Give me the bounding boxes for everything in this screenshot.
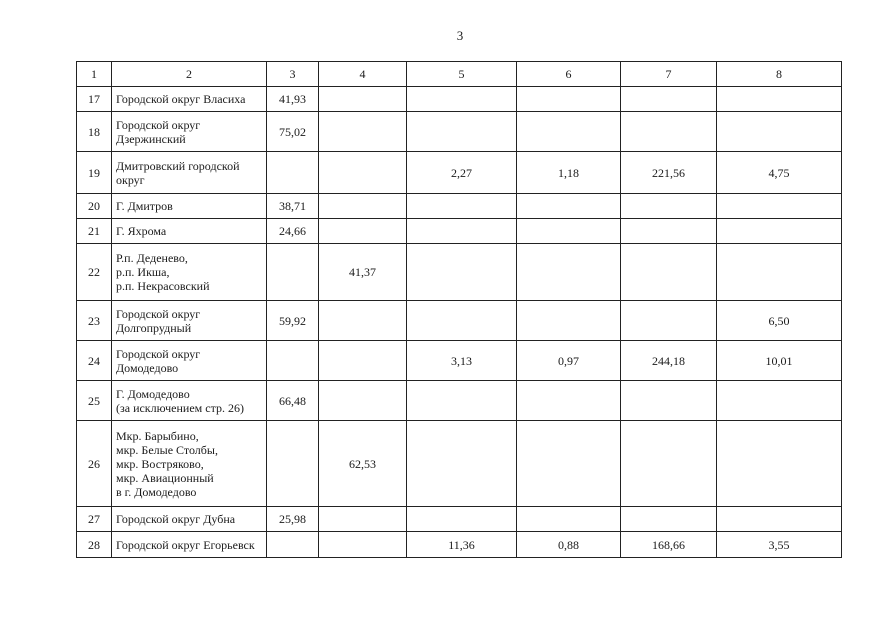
value-cell xyxy=(267,341,319,381)
value-cell xyxy=(319,301,407,341)
value-cell xyxy=(517,112,621,152)
value-cell xyxy=(517,301,621,341)
value-cell xyxy=(517,244,621,301)
row-number-cell: 19 xyxy=(77,152,112,194)
column-header: 7 xyxy=(621,62,717,87)
table-row xyxy=(77,152,842,194)
table-row xyxy=(77,507,842,532)
value-cell xyxy=(319,532,407,558)
table-row xyxy=(77,87,842,112)
table-row xyxy=(77,301,842,341)
row-number-cell: 21 xyxy=(77,219,112,244)
value-cell xyxy=(717,219,842,244)
value-cell xyxy=(407,244,517,301)
value-cell xyxy=(621,381,717,421)
value-cell xyxy=(517,194,621,219)
row-number-cell: 25 xyxy=(77,381,112,421)
value-cell xyxy=(717,87,842,112)
value-cell: 168,66 xyxy=(621,532,717,558)
table-row xyxy=(77,112,842,152)
value-cell xyxy=(517,507,621,532)
value-cell: 11,36 xyxy=(407,532,517,558)
table-row xyxy=(77,381,842,421)
district-name-cell: Г. Яхрома xyxy=(112,219,267,244)
table-row xyxy=(77,421,842,507)
table-row xyxy=(77,532,842,558)
value-cell xyxy=(517,421,621,507)
column-header: 6 xyxy=(517,62,621,87)
value-cell: 0,88 xyxy=(517,532,621,558)
value-cell xyxy=(621,112,717,152)
value-cell xyxy=(717,421,842,507)
value-cell: 41,37 xyxy=(319,244,407,301)
value-cell xyxy=(319,194,407,219)
value-cell xyxy=(717,112,842,152)
row-number-cell: 26 xyxy=(77,421,112,507)
value-cell: 38,71 xyxy=(267,194,319,219)
row-number-cell: 28 xyxy=(77,532,112,558)
table-row xyxy=(77,244,842,301)
value-cell: 1,18 xyxy=(517,152,621,194)
value-cell xyxy=(267,421,319,507)
column-header: 1 xyxy=(77,62,112,87)
value-cell xyxy=(717,381,842,421)
row-number-cell: 23 xyxy=(77,301,112,341)
value-cell xyxy=(717,507,842,532)
value-cell xyxy=(717,194,842,219)
row-number-cell: 18 xyxy=(77,112,112,152)
value-cell: 62,53 xyxy=(319,421,407,507)
value-cell xyxy=(319,219,407,244)
value-cell: 75,02 xyxy=(267,112,319,152)
value-cell xyxy=(407,219,517,244)
district-name-cell: Городской округ Егорьевск xyxy=(112,532,267,558)
table-row xyxy=(77,219,842,244)
value-cell xyxy=(717,244,842,301)
value-cell xyxy=(517,219,621,244)
value-cell: 24,66 xyxy=(267,219,319,244)
row-number-cell: 24 xyxy=(77,341,112,381)
value-cell xyxy=(319,507,407,532)
value-cell: 2,27 xyxy=(407,152,517,194)
district-name-cell: Мкр. Барыбино, мкр. Белые Столбы, мкр. Востряково, мкр. Авиационный в г. Домодедово xyxy=(112,421,267,507)
column-header: 3 xyxy=(267,62,319,87)
district-name-cell: Городской округ Дзержинский xyxy=(112,112,267,152)
row-number-cell: 20 xyxy=(77,194,112,219)
value-cell xyxy=(621,421,717,507)
district-name-cell: Городской округ Власиха xyxy=(112,87,267,112)
value-cell: 6,50 xyxy=(717,301,842,341)
row-number-cell: 17 xyxy=(77,87,112,112)
value-cell: 3,55 xyxy=(717,532,842,558)
table-row xyxy=(77,341,842,381)
value-cell: 59,92 xyxy=(267,301,319,341)
value-cell xyxy=(517,87,621,112)
value-cell xyxy=(407,112,517,152)
value-cell xyxy=(407,87,517,112)
value-cell xyxy=(267,532,319,558)
value-cell xyxy=(621,194,717,219)
value-cell xyxy=(267,152,319,194)
district-name-cell: Городской округ Домодедово xyxy=(112,341,267,381)
value-cell xyxy=(319,381,407,421)
district-name-cell: Городской округ Дубна xyxy=(112,507,267,532)
header-row xyxy=(77,62,842,87)
district-name-cell: Городской округ Долгопрудный xyxy=(112,301,267,341)
value-cell xyxy=(621,244,717,301)
value-cell: 10,01 xyxy=(717,341,842,381)
value-cell xyxy=(319,341,407,381)
column-header: 5 xyxy=(407,62,517,87)
row-number-cell: 27 xyxy=(77,507,112,532)
column-header: 2 xyxy=(112,62,267,87)
value-cell: 41,93 xyxy=(267,87,319,112)
table-row xyxy=(77,194,842,219)
value-cell xyxy=(517,381,621,421)
value-cell xyxy=(407,507,517,532)
column-header: 8 xyxy=(717,62,842,87)
value-cell: 4,75 xyxy=(717,152,842,194)
value-cell: 3,13 xyxy=(407,341,517,381)
value-cell: 244,18 xyxy=(621,341,717,381)
data-table xyxy=(76,61,842,558)
row-number-cell: 22 xyxy=(77,244,112,301)
column-header: 4 xyxy=(319,62,407,87)
district-name-cell: Р.п. Деденево, р.п. Икша, р.п. Некрасовский xyxy=(112,244,267,301)
value-cell xyxy=(407,421,517,507)
value-cell xyxy=(319,152,407,194)
value-cell xyxy=(319,87,407,112)
value-cell: 221,56 xyxy=(621,152,717,194)
value-cell xyxy=(407,381,517,421)
value-cell xyxy=(621,507,717,532)
district-name-cell: Г. Домодедово (за исключением стр. 26) xyxy=(112,381,267,421)
value-cell xyxy=(407,301,517,341)
value-cell: 0,97 xyxy=(517,341,621,381)
value-cell: 66,48 xyxy=(267,381,319,421)
value-cell xyxy=(621,301,717,341)
value-cell xyxy=(267,244,319,301)
page-number: 3 xyxy=(456,28,464,43)
value-cell xyxy=(319,112,407,152)
district-name-cell: Дмитровский городской округ xyxy=(112,152,267,194)
value-cell xyxy=(621,219,717,244)
value-cell: 25,98 xyxy=(267,507,319,532)
value-cell xyxy=(621,87,717,112)
district-name-cell: Г. Дмитров xyxy=(112,194,267,219)
value-cell xyxy=(407,194,517,219)
